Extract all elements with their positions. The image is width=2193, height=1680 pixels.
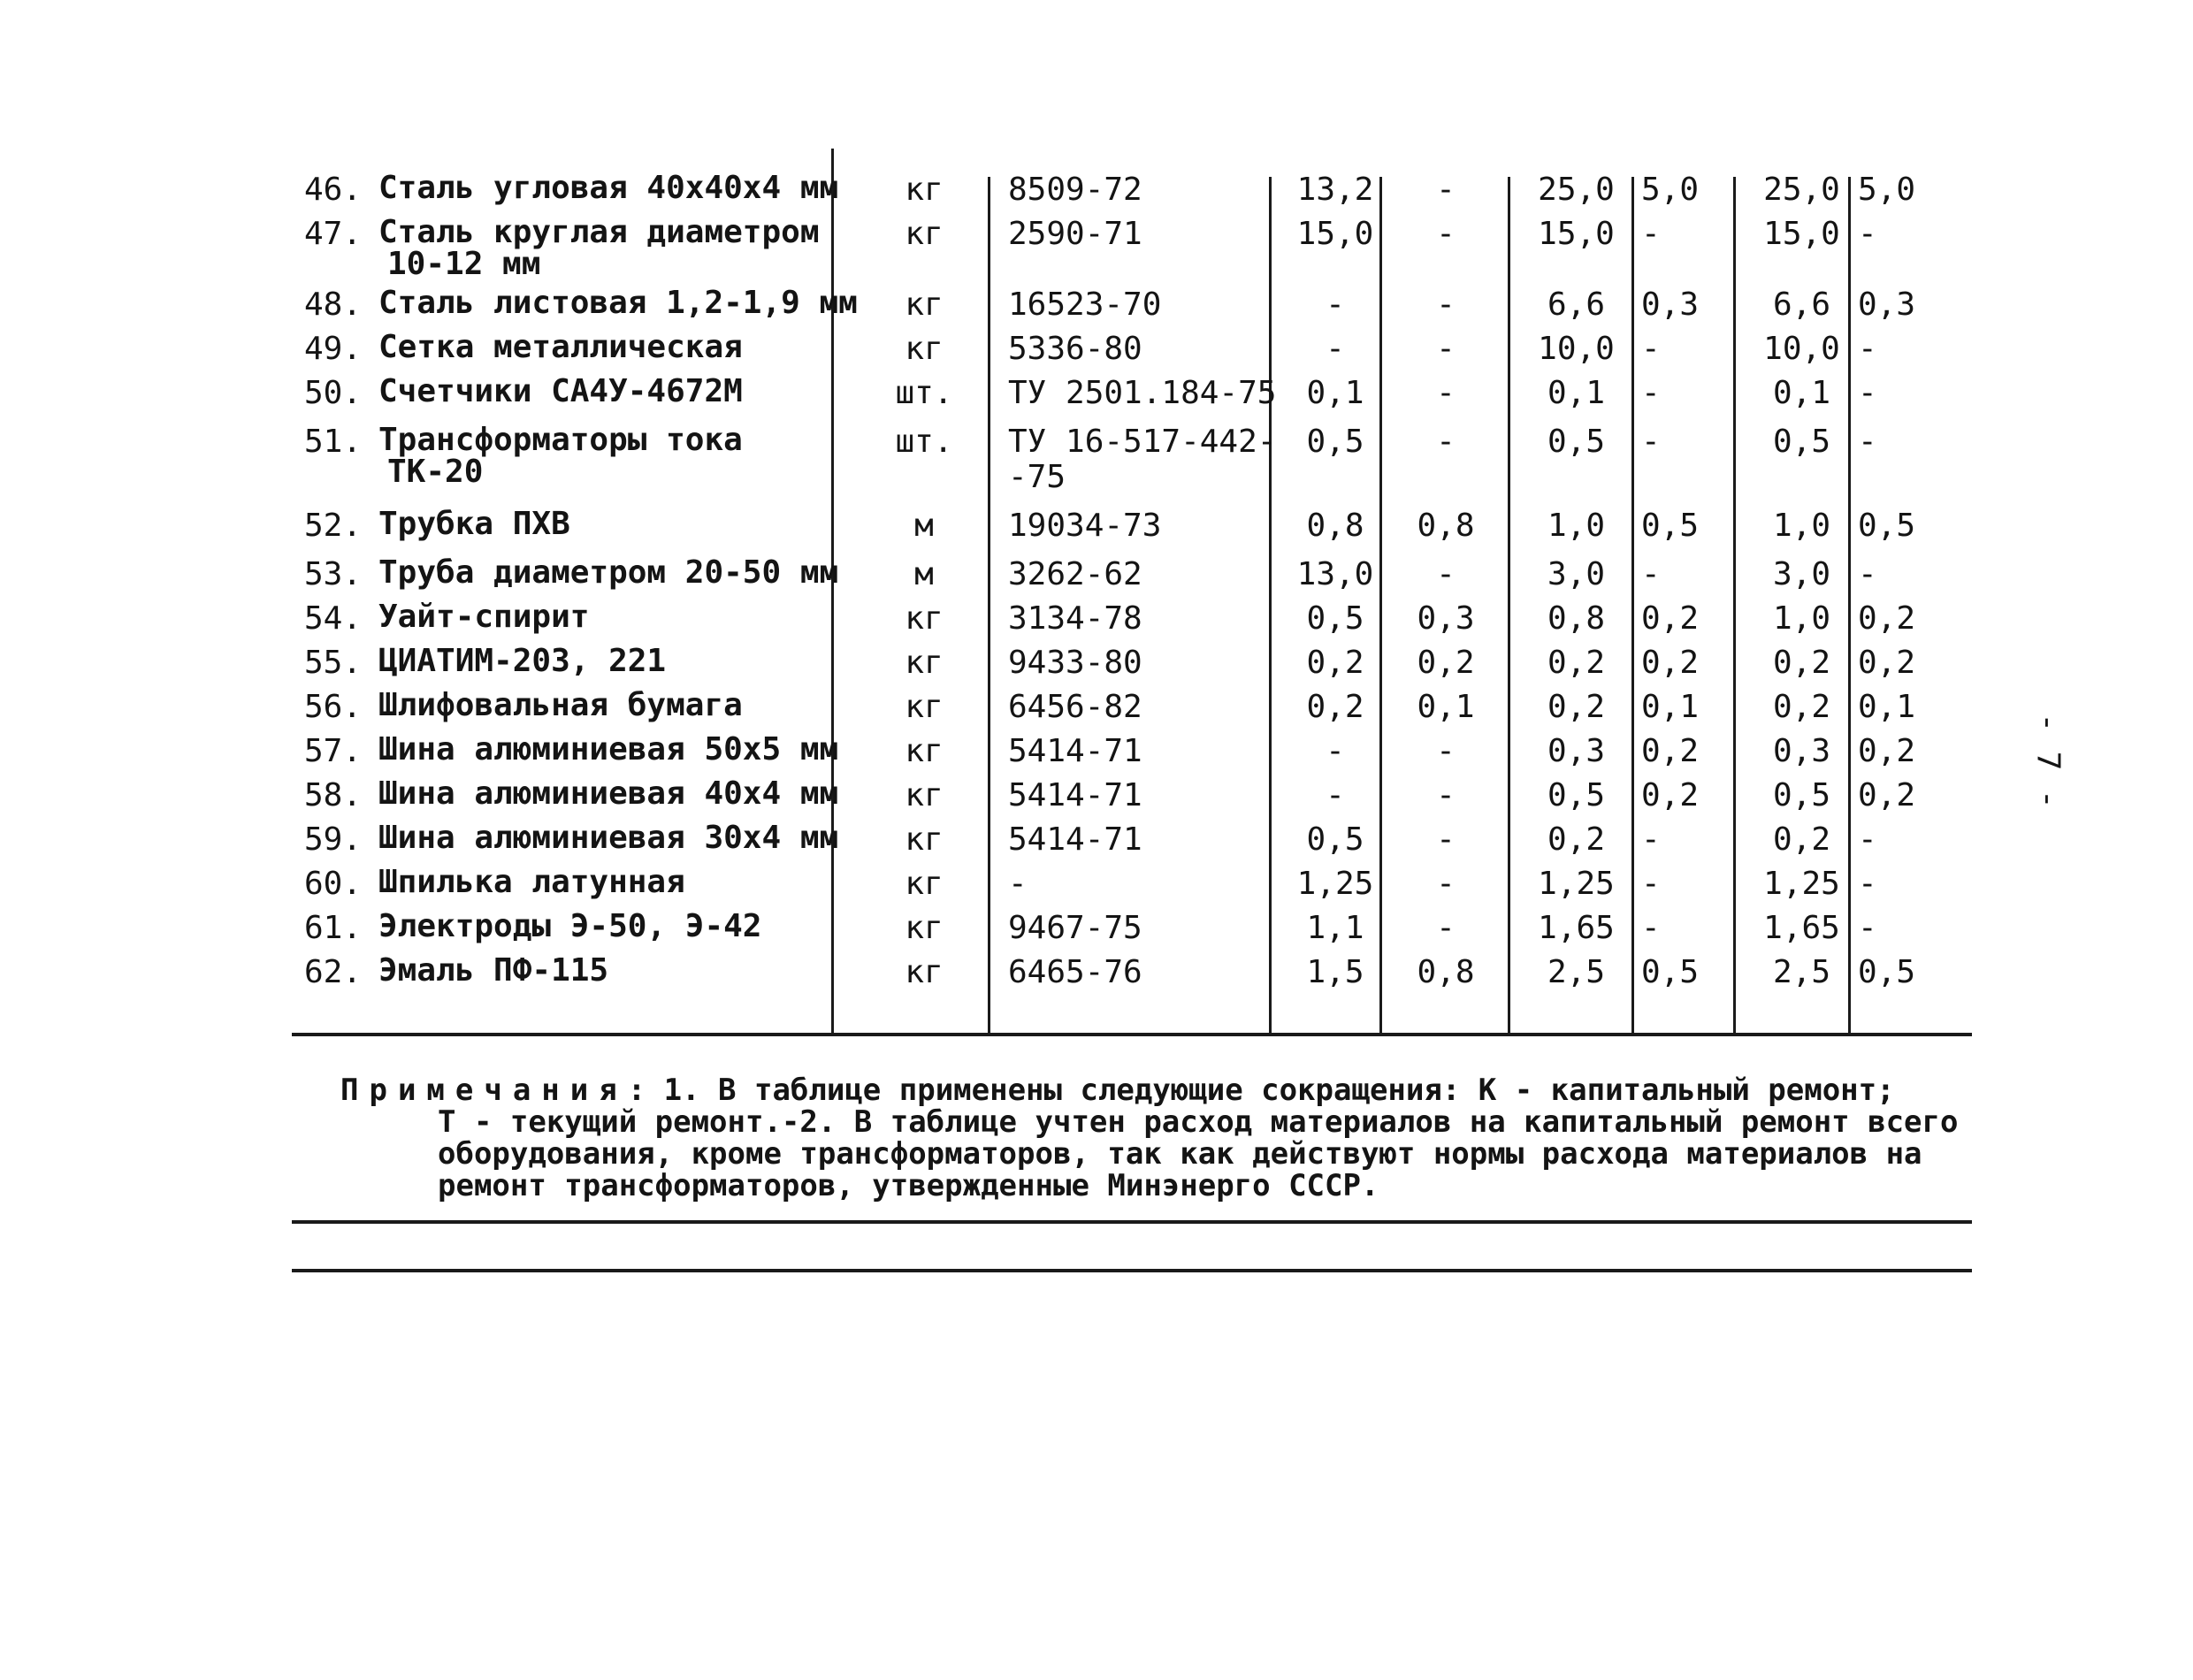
row-number: 50. <box>304 375 363 411</box>
material-name <box>378 820 839 856</box>
norm-value: - <box>1858 821 1877 858</box>
norm-value: - <box>1436 733 1456 769</box>
norm-value: 0,2 <box>1641 600 1700 637</box>
norm-value: 6,6 <box>1547 286 1606 323</box>
norm-value: 1,0 <box>1772 600 1831 637</box>
row-number: 58. <box>304 777 363 813</box>
norm-value: - <box>1436 556 1456 592</box>
row-number: 49. <box>304 331 363 367</box>
table-row <box>0 601 2193 647</box>
norm-value: 0,3 <box>1641 286 1700 323</box>
norm-value: - <box>1436 424 1456 460</box>
unit: кг <box>905 600 944 637</box>
row-number: 59. <box>304 821 363 858</box>
notes-bottom-rule <box>292 1269 1972 1272</box>
notes-top-rule <box>292 1220 1972 1224</box>
standard-code <box>1008 778 1273 813</box>
material-name-line: Счетчики СА4У-4672М <box>378 373 743 409</box>
standard-code <box>1008 217 1273 252</box>
row-number: 47. <box>304 216 363 252</box>
norm-value: 0,2 <box>1547 689 1606 725</box>
standard-code-line: 9467-75 <box>1008 910 1142 946</box>
notes-title: Примечания <box>340 1073 628 1108</box>
standard-code <box>1008 734 1273 769</box>
material-name <box>378 775 839 812</box>
norm-value: - <box>1641 424 1661 460</box>
norm-value: 0,1 <box>1858 689 1916 725</box>
norm-value: 6,6 <box>1772 286 1831 323</box>
material-name <box>378 601 821 633</box>
norm-value: - <box>1641 375 1661 411</box>
norm-value: 0,8 <box>1417 954 1475 990</box>
norm-value: - <box>1858 424 1877 460</box>
norm-value: - <box>1641 910 1661 946</box>
unit: кг <box>905 216 944 252</box>
unit: кг <box>905 733 944 769</box>
norm-value: 1,0 <box>1772 508 1831 544</box>
notes-line-4: ремонт трансформаторов, утвержденные Минэнерго СССР. <box>438 1168 1379 1203</box>
norm-value: 0,5 <box>1547 424 1606 460</box>
material-name-line: Сталь листовая 1,2-1,9 мм <box>378 285 858 321</box>
unit: кг <box>905 286 944 323</box>
material-name <box>378 864 821 900</box>
row-number: 60. <box>304 866 363 902</box>
norm-value: 0,3 <box>1547 733 1606 769</box>
norm-value: - <box>1436 375 1456 411</box>
material-name <box>378 731 839 767</box>
unit: кг <box>905 689 944 725</box>
norm-value: 25,0 <box>1538 172 1615 208</box>
norm-value: 0,2 <box>1306 689 1364 725</box>
standard-code-line: 16523-70 <box>1008 286 1162 323</box>
unit: м <box>914 556 934 592</box>
norm-value: 0,2 <box>1641 733 1700 769</box>
norm-value: 0,8 <box>1417 508 1475 544</box>
norm-value: 0,2 <box>1858 600 1916 637</box>
norm-value: - <box>1436 910 1456 946</box>
standard-code-line: ТУ 2501.184-75 <box>1008 375 1277 411</box>
norm-value: - <box>1436 172 1456 208</box>
norm-value: 0,5 <box>1306 424 1364 460</box>
row-number: 62. <box>304 954 363 990</box>
unit: кг <box>905 821 944 858</box>
table-row <box>0 329 2193 378</box>
unit: кг <box>905 172 944 208</box>
material-name-line: Эмаль ПФ-115 <box>378 952 609 989</box>
norm-value: - <box>1436 866 1456 902</box>
norm-value: - <box>1641 866 1661 902</box>
norm-value: 1,25 <box>1296 866 1374 902</box>
material-name-line: Шлифовальная бумага <box>378 687 743 723</box>
norm-value: 0,1 <box>1641 689 1700 725</box>
norm-value: 2,5 <box>1547 954 1606 990</box>
table-row <box>0 214 2193 282</box>
norm-value: 0,2 <box>1772 689 1831 725</box>
standard-code <box>1008 375 1277 411</box>
norm-value: - <box>1326 286 1345 323</box>
norm-value: 0,8 <box>1547 600 1606 637</box>
standard-code-line: 6465-76 <box>1008 954 1142 990</box>
table-bottom-rule <box>292 1033 1972 1036</box>
row-number: 52. <box>304 508 363 544</box>
material-name-line: Шина алюминиевая 50х5 мм <box>378 731 839 767</box>
standard-code-line: 8509-72 <box>1008 172 1142 208</box>
table-row <box>0 687 2193 736</box>
material-name-line: ТК-20 <box>387 454 484 490</box>
table-row <box>0 731 2193 780</box>
notes-line-3: оборудования, кроме трансформаторов, так как действуют нормы расхода материалов на <box>438 1136 1922 1172</box>
material-name <box>378 645 821 677</box>
unit: шт. <box>895 375 953 411</box>
norm-value: 25,0 <box>1763 172 1840 208</box>
standard-code-line: 3262-62 <box>1008 556 1142 592</box>
norm-value: 0,8 <box>1306 508 1364 544</box>
norm-value: 0,2 <box>1417 645 1475 681</box>
material-name-line: Сетка металлическая <box>378 329 743 365</box>
norm-value: 0,5 <box>1547 777 1606 813</box>
norm-value: - <box>1436 286 1456 323</box>
norm-value: - <box>1326 733 1345 769</box>
standard-code <box>1008 601 1273 637</box>
material-name <box>378 214 821 282</box>
norm-value: - <box>1436 331 1456 367</box>
standard-code-line: -75 <box>1008 459 1066 495</box>
table-row <box>0 645 2193 691</box>
standard-code <box>1008 690 1273 725</box>
standard-code-line: 5336-80 <box>1008 331 1142 367</box>
norm-value: - <box>1436 216 1456 252</box>
norm-value: 0,5 <box>1641 508 1700 544</box>
standard-code-line: 9433-80 <box>1008 645 1142 681</box>
norm-value: 0,2 <box>1547 645 1606 681</box>
table-row <box>0 864 2193 913</box>
table-row <box>0 287 2193 333</box>
norm-value: 0,1 <box>1306 375 1364 411</box>
norm-value: 10,0 <box>1538 331 1615 367</box>
norm-value: - <box>1326 777 1345 813</box>
row-number: 55. <box>304 645 363 681</box>
norm-value: 1,25 <box>1538 866 1615 902</box>
table-row <box>0 554 2193 603</box>
norm-value: - <box>1436 821 1456 858</box>
standard-code <box>1008 955 1273 990</box>
norm-value: 0,1 <box>1417 689 1475 725</box>
norm-value: 0,2 <box>1772 645 1831 681</box>
norm-value: 0,5 <box>1772 424 1831 460</box>
norm-value: - <box>1858 216 1877 252</box>
unit: кг <box>905 777 944 813</box>
norm-value: 0,2 <box>1306 645 1364 681</box>
norm-value: 1,65 <box>1538 910 1615 946</box>
norm-value: 0,5 <box>1306 821 1364 858</box>
norm-value: 0,2 <box>1547 821 1606 858</box>
row-number: 57. <box>304 733 363 769</box>
norm-value: 5,0 <box>1858 172 1916 208</box>
norm-value: - <box>1436 777 1456 813</box>
material-name-line: Уайт-спирит <box>378 599 590 635</box>
norm-value: - <box>1641 821 1661 858</box>
norm-value: 0,2 <box>1772 821 1831 858</box>
standard-code-line: 5414-71 <box>1008 733 1142 769</box>
norm-value: 0,3 <box>1417 600 1475 637</box>
table-row <box>0 422 2193 495</box>
material-name <box>378 329 821 365</box>
notes-line-1 <box>340 1074 1985 1106</box>
norm-value: 1,25 <box>1763 866 1840 902</box>
standard-code <box>1008 172 1273 208</box>
page-number: - 7 - <box>2029 713 2067 809</box>
material-name-line: Шина алюминиевая 40х4 мм <box>378 775 839 812</box>
norm-value: 0,2 <box>1858 777 1916 813</box>
norm-value: 0,2 <box>1641 777 1700 813</box>
material-name <box>378 373 821 409</box>
norm-value: 0,5 <box>1772 777 1831 813</box>
unit: шт. <box>895 424 953 460</box>
row-number: 61. <box>304 910 363 946</box>
standard-code <box>1008 645 1273 681</box>
material-name-line: Сталь круглая диаметром <box>378 214 820 250</box>
table-row <box>0 775 2193 824</box>
norm-value: 0,5 <box>1858 954 1916 990</box>
norm-value: - <box>1641 216 1661 252</box>
standard-code-line: 5414-71 <box>1008 777 1142 813</box>
standard-code <box>1008 911 1273 946</box>
norm-value: 0,3 <box>1772 733 1831 769</box>
unit: кг <box>905 866 944 902</box>
material-name <box>378 424 821 488</box>
standard-code <box>1008 508 1273 544</box>
standard-code-line: 6456-82 <box>1008 689 1142 725</box>
standard-code-line: - <box>1008 866 1028 902</box>
norm-value: 10,0 <box>1763 331 1840 367</box>
standard-code-line: ТУ 16-517-442- <box>1008 424 1277 460</box>
norm-value: - <box>1326 331 1345 367</box>
norm-value: - <box>1858 556 1877 592</box>
norm-value: 15,0 <box>1538 216 1615 252</box>
material-name-line: Шпилька латунная <box>378 864 685 900</box>
material-name <box>378 687 821 723</box>
norm-value: 15,0 <box>1763 216 1840 252</box>
unit: м <box>914 508 934 544</box>
norm-value: 1,5 <box>1306 954 1364 990</box>
standard-code-line: 3134-78 <box>1008 600 1142 637</box>
standard-code-line: 19034-73 <box>1008 508 1162 544</box>
unit: кг <box>905 645 944 681</box>
norm-value: 15,0 <box>1296 216 1374 252</box>
norm-value: - <box>1858 375 1877 411</box>
norm-value: 1,1 <box>1306 910 1364 946</box>
standard-code <box>1008 424 1277 495</box>
material-name-line: Трубка ПХВ <box>378 506 570 542</box>
norm-value: 1,0 <box>1547 508 1606 544</box>
table-row <box>0 508 2193 554</box>
norm-value: 0,3 <box>1858 286 1916 323</box>
standard-code <box>1008 287 1273 323</box>
table-row <box>0 952 2193 1001</box>
standard-code-line: 5414-71 <box>1008 821 1142 858</box>
material-name <box>378 508 821 540</box>
unit: кг <box>905 910 944 946</box>
material-name-line: Шина алюминиевая 30х4 мм <box>378 820 839 856</box>
norm-value: 2,5 <box>1772 954 1831 990</box>
row-number: 53. <box>304 556 363 592</box>
norm-value: 0,2 <box>1641 645 1700 681</box>
row-number: 56. <box>304 689 363 725</box>
table-row <box>0 908 2193 957</box>
norm-value: - <box>1641 331 1661 367</box>
norm-value: 0,1 <box>1772 375 1831 411</box>
row-number: 51. <box>304 424 363 460</box>
material-name <box>378 285 858 321</box>
norm-value: 0,5 <box>1306 600 1364 637</box>
standard-code <box>1008 332 1273 367</box>
table-row <box>0 373 2193 422</box>
norm-value: 5,0 <box>1641 172 1700 208</box>
norm-value: 13,0 <box>1296 556 1374 592</box>
material-name-line: Электроды Э-50, Э-42 <box>378 908 762 944</box>
material-name-line: 10-12 мм <box>387 246 541 282</box>
material-name <box>378 908 821 944</box>
material-name-line: Трансформаторы тока <box>378 422 743 458</box>
notes-line-2: Т - текущий ремонт.-2. В таблице учтен расход материалов на капитальный ремонт всего <box>438 1104 1959 1140</box>
material-name <box>378 952 821 989</box>
row-number: 46. <box>304 172 363 208</box>
standard-code-line: 2590-71 <box>1008 216 1142 252</box>
unit: кг <box>905 954 944 990</box>
row-number: 48. <box>304 286 363 323</box>
norm-value: 1,65 <box>1763 910 1840 946</box>
material-name-line: Труба диаметром 20-50 мм <box>378 554 839 591</box>
table-row <box>0 172 2193 218</box>
standard-code <box>1008 822 1273 858</box>
row-number: 54. <box>304 600 363 637</box>
norm-value: - <box>1858 866 1877 902</box>
unit: кг <box>905 331 944 367</box>
norm-value: - <box>1858 910 1877 946</box>
norm-value: - <box>1858 331 1877 367</box>
standard-code <box>1008 557 1273 592</box>
material-name-line: ЦИАТИМ-203, 221 <box>378 643 667 679</box>
norm-value: 13,2 <box>1296 172 1374 208</box>
material-name <box>378 554 839 591</box>
norm-value: 3,0 <box>1772 556 1831 592</box>
norm-value: 0,5 <box>1858 508 1916 544</box>
norm-value: 0,5 <box>1641 954 1700 990</box>
norm-value: - <box>1641 556 1661 592</box>
notes-text-1: : 1. В таблице применены следующие сокращения: К - капитальный ремонт; <box>627 1073 1895 1108</box>
standard-code <box>1008 867 1273 902</box>
material-name <box>378 170 839 206</box>
norm-value: 0,2 <box>1858 645 1916 681</box>
notes-block <box>340 1074 1985 1202</box>
table-row <box>0 822 2193 868</box>
norm-value: 3,0 <box>1547 556 1606 592</box>
norm-value: 0,2 <box>1858 733 1916 769</box>
norm-value: 0,1 <box>1547 375 1606 411</box>
material-name-line: Сталь угловая 40х40х4 мм <box>378 170 839 206</box>
